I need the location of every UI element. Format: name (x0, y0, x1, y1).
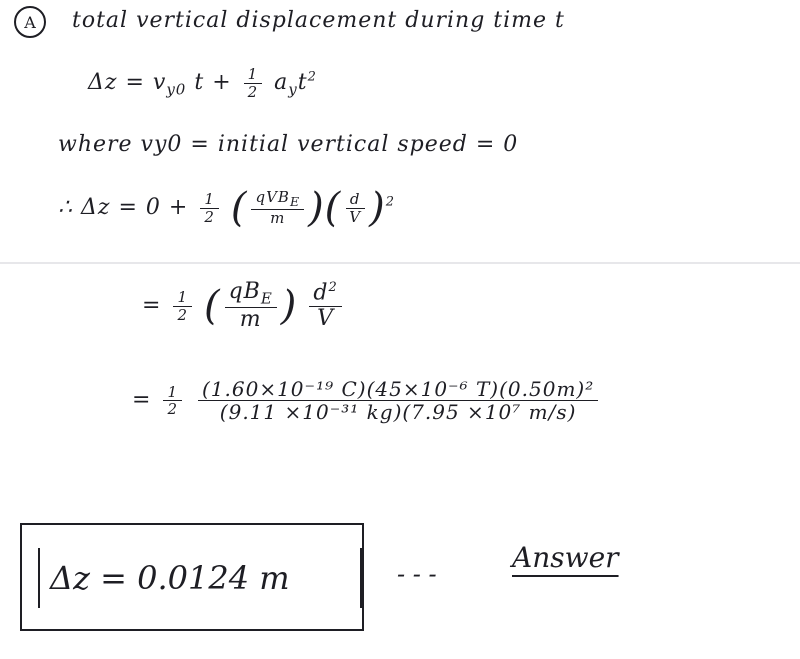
eq4-main-fraction (198, 378, 598, 423)
eq2-frac1: $\frac{qVB_E}{m}$ (251, 189, 304, 226)
scan-line (0, 262, 800, 264)
equation-simplified: = $\frac{1}{2}$ ( $\frac{qB_E}{m}$ ) $\frac{d^2}{V}$ (142, 280, 346, 332)
eq1-half: $\frac{1}{2}$ (244, 66, 263, 100)
equation-substitution: ∴ Δz = 0 + $\frac{1}{2}$ ( $\frac{qVB_E}{m}$ )( $\frac{d}{V}$ )$^2$ (58, 185, 396, 231)
eq4-denominator: (9.11 ×10⁻³¹ kg)(7.95 ×10⁷ m/s) (219, 400, 577, 424)
eq3-frac1: $\frac{qB_E}{m}$ (225, 280, 277, 332)
part-label: A (14, 6, 46, 38)
equation-kinematic: $\Delta z = v_{y0}$ t + $\frac{1}{2}$ $a_yt^2$ (88, 65, 317, 101)
eq2-frac2: $\frac{d}{V}$ (345, 191, 365, 225)
eq1-tail: a (274, 70, 289, 95)
eq4-numerator: (1.60×10⁻¹⁹ C)(45×10⁻⁶ T)(0.50m)² (198, 378, 598, 401)
equation-numeric: = $\frac{1}{2}$ $\frac{\text{(1.60×10⁻¹⁹ C)(45×10⁻⁶ T)(0.50m)²}}{\text{(9.11 ×10⁻³¹ kg)(7.95 ×10⁷ m/s)}}$ (132, 378, 602, 423)
eq3-half: $\frac{1}{2}$ (173, 289, 192, 323)
eq3-frac2: $\frac{d^2}{V}$ (309, 281, 341, 331)
dash: - - - (397, 560, 437, 588)
eq1-lhs: Δz = v (88, 70, 167, 95)
heading: total vertical displacement during time t (72, 8, 565, 33)
eq1-mid: t + (194, 70, 240, 95)
eq2-half: $\frac{1}{2}$ (200, 191, 219, 225)
eq1-sub: y0 (166, 80, 187, 99)
answer-label: Answer (512, 541, 619, 574)
eq4-half: $\frac{1}{2}$ (163, 384, 182, 418)
where-line: where vy0 = initial vertical speed = 0 (58, 132, 519, 157)
result-value: Δz = 0.0124 m (38, 548, 362, 608)
